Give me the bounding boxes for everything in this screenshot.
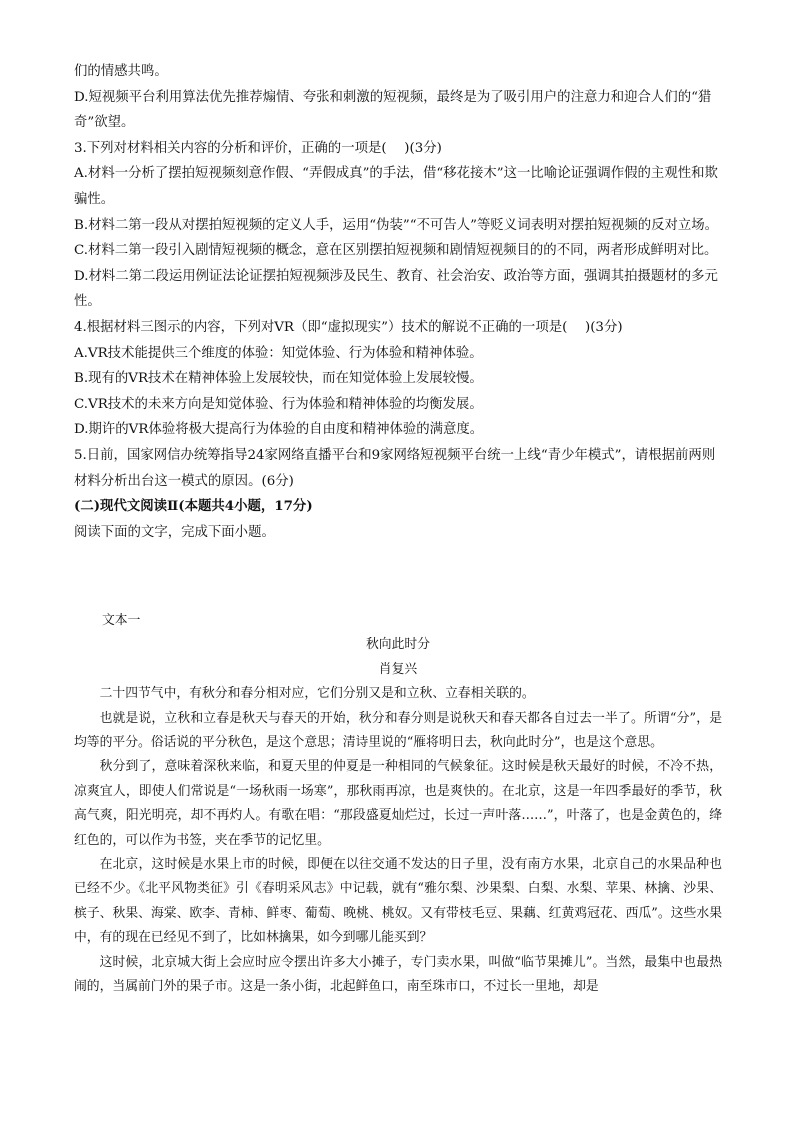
instruction: 阅读下面的文字，完成下面小题。 [74,524,275,540]
paragraph: 这时候，北京城大街上会应时应令摆出许多大小摊子，专门卖水果，叫做“临节果摊儿”。当然，最集中也最热闹的，当属前门外的果子市。这是一条小街，北起鲜鱼口，南至珠市口，不过长一里地，却是 [74,954,722,995]
reading-text [74,609,722,1000]
paragraph: 也就是说，立秋和立春是秋天与春天的开始，秋分和春分则是说秋天和春天都各自过去一半了。所谓“分”，是均等的平分。俗话说的平分秋色，是这个意思；清诗里说的“雁将明日去，秋向此时分”，也是这个意思。 [74,710,722,751]
option-d: D.材料二第二段运用例证法论证摆拍短视频涉及民生、教育、社会治安、政治等方面，强调其拍摄题材的多元性。 [74,268,718,310]
option-d: D.期许的VR体验将极大提高行为体验的自由度和精神体验的满意度。 [74,422,484,438]
option-a: A.材料一分析了摆拍短视频刻意作假、“弄假成真”的手法，借“移花接木”这一比喻论证强调作假的主观性和欺骗性。 [74,166,718,207]
option-b: B.现有的VR技术在精神体验上发展较快，而在知觉体验上发展较慢。 [74,371,483,387]
question-3: 3.下列对材料相关内容的分析和评价，正确的一项是( )(3分) [74,140,442,156]
story-author: 肖复兴 [378,661,418,677]
story-title: 秋向此时分 [366,637,430,653]
option-c: C.材料二第一段引入剧情短视频的概念，意在区别摆拍短视频和剧情短视频目的的不同，两者形成鲜明对比。 [74,243,718,259]
paragraph: 二十四节气中，有秋分和春分相对应，它们分别又是和立秋、立春相关联的。 [99,686,535,702]
question-text: 们的情感共鸣。 [74,64,168,79]
option-d: D.短视频平台利用算法优先推荐煽情、夸张和刺激的短视频，最终是为了吸引用户的注意力和迎合人们的“猎奇”欲望。 [74,89,712,131]
paragraph: 秋分到了，意味着深秋来临，和夏天里的仲夏是一种相同的气候象征。这时候是秋天最好的时候，不冷不热，凉爽宜人，即使人们常说是“一场秋雨一场寒”，那秋雨再凉，也是爽快的。在北京，这是一年四季最好的季节，秋高气爽，阳光明亮，却不再灼人。有歌在唱：“那段盛夏灿烂过，长过一声叶落……”，叶落了，也是金黄色的，绛红色的，可以作为书签，夹在季节的记忆里。 [74,759,722,848]
questions-section [74,59,724,545]
question-4: 4.根据材料三图示的内容，下列对VR（即“虚拟现实”）技术的解说不正确的一项是( )(3分) [74,319,623,335]
section-heading: (二)现代文阅读Ⅱ(本题共4小题，17分) [74,498,313,515]
text-label: 文本一 [102,613,141,628]
question-5: 5.日前，国家网信办统筹指导24家网络直播平台和9家网络短视频平台统一上线“青少年模式”，请根据前两则材料分析出台这一模式的原因。(6分) [74,447,716,489]
option-a: A.VR技术能提供三个维度的体验：知觉体验、行为体验和精神体验。 [74,345,483,361]
option-c: C.VR技术的未来方向是知觉体验、行为体验和精神体验的均衡发展。 [74,396,483,412]
option-b: B.材料二第一段从对摆拍短视频的定义人手，运用“伪装”“不可告人”等贬义词表明对摆拍短视频的反对立场。 [74,217,719,233]
paragraph: 在北京，这时候是水果上市的时候，即便在以往交通不发达的日子里，没有南方水果，北京自己的水果品种也已经不少。《北平风物类征》引《春明采风志》中记载，就有“雅尔梨、沙果梨、白梨、水梨、苹果、林擒、沙果、槟子、秋果、海棠、欧李、青柿、鲜枣、葡萄、晚桃、桃奴。又有带枝毛豆、果藕、红黄鸡冠花、西瓜”。这些水果中，有的现在已经见不到了，比如林擒果，如今到哪儿能买到？ [74,857,722,946]
